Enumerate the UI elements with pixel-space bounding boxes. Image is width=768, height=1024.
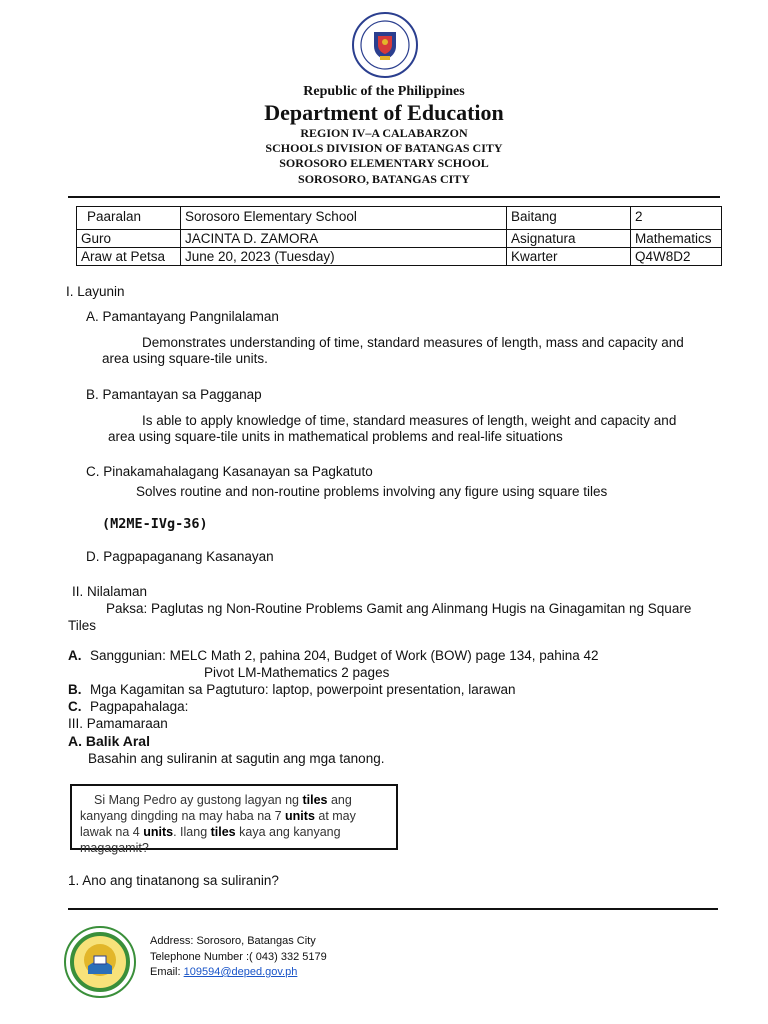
table-cell: JACINTA D. ZAMORA bbox=[181, 230, 507, 248]
story-text: ang kanyang dingding na may haba na 7 bbox=[80, 793, 352, 823]
footer-divider bbox=[68, 908, 718, 910]
table-cell: Baitang bbox=[507, 207, 631, 230]
footer-telephone: Telephone Number :( 043) 332 5179 bbox=[150, 951, 327, 963]
table-row bbox=[77, 230, 722, 248]
pamantayang-pangnilalaman-label: A. Pamantayang Pangnilalaman bbox=[86, 309, 279, 324]
paksa-line2: Tiles bbox=[68, 618, 97, 633]
story-text: Si Mang Pedro ay gustong lagyan ng bbox=[94, 793, 303, 807]
competency-code: (M2ME-IVg-36) bbox=[102, 516, 208, 532]
pagganap-text-line2: area using square-tile units in mathematical problems and real-life situations bbox=[108, 429, 563, 444]
list-mark-c: C. bbox=[68, 699, 82, 714]
table-cell: Guro bbox=[77, 230, 181, 248]
paksa-line1: Paksa: Paglutas ng Non-Routine Problems Gamit ang Alinmang Hugis na Ginagamitan ng Square bbox=[106, 601, 692, 616]
table-row bbox=[77, 248, 722, 266]
question-1: 1. Ano ang tinatanong sa suliranin? bbox=[68, 873, 279, 888]
pangnilalaman-text-line1: Demonstrates understanding of time, standard measures of length, mass and capacity and bbox=[142, 335, 684, 350]
info-table bbox=[76, 206, 722, 266]
table-row bbox=[77, 207, 722, 230]
school-logo bbox=[64, 926, 136, 998]
deped-seal-logo bbox=[352, 12, 418, 78]
table-cell: Asignatura bbox=[507, 230, 631, 248]
story-keyword: tiles bbox=[302, 793, 328, 807]
pangnilalaman-text-line2: area using square-tile units. bbox=[102, 351, 268, 366]
school-heading: SOROSORO ELEMENTARY SCHOOL bbox=[279, 156, 489, 170]
region-heading: REGION IV–A CALABARZON bbox=[300, 126, 468, 140]
balik-aral-instruction: Basahin ang suliranin at sagutin ang mga tanong. bbox=[88, 751, 385, 766]
story-text: kaya ang kanyang magagamit? bbox=[80, 825, 341, 855]
table-cell: Kwarter bbox=[507, 248, 631, 266]
republic-heading: Republic of the Philippines bbox=[303, 84, 465, 99]
story-text: at may lawak na 4 bbox=[80, 809, 356, 839]
kagamitan-text: Mga Kagamitan sa Pagtuturo: laptop, powerpoint presentation, larawan bbox=[90, 682, 516, 697]
word-problem-box bbox=[70, 784, 398, 855]
table-cell: June 20, 2023 (Tuesday) bbox=[181, 248, 507, 266]
pamantayan-pagganap-label: B. Pamantayan sa Pagganap bbox=[86, 387, 262, 402]
department-heading: Department of Education bbox=[264, 100, 504, 125]
division-heading: SCHOOLS DIVISION OF BATANGAS CITY bbox=[265, 141, 503, 155]
story-text: . Ilang bbox=[173, 825, 211, 839]
table-cell: Mathematics bbox=[631, 230, 722, 248]
story-keyword: tiles bbox=[210, 825, 236, 839]
footer-email-row bbox=[150, 966, 297, 978]
header-divider bbox=[68, 196, 720, 198]
section-layunin-title: I. Layunin bbox=[66, 284, 125, 299]
table-cell: 2 bbox=[631, 207, 722, 230]
sanggunian-text: Sanggunian: MELC Math 2, pahina 204, Budget of Work (BOW) page 134, pahina 42 bbox=[90, 648, 599, 663]
sanggunian-text-line2: Pivot LM-Mathematics 2 pages bbox=[204, 665, 390, 680]
footer-email-link[interactable]: 109594@deped.gov.ph bbox=[183, 966, 298, 978]
table-cell: Sorosoro Elementary School bbox=[181, 207, 507, 230]
list-mark-a: A. bbox=[68, 648, 82, 663]
section-pamamaraan-title: III. Pamamaraan bbox=[68, 716, 168, 731]
story-keyword: units bbox=[285, 809, 315, 823]
footer-address: Address: Sorosoro, Batangas City bbox=[150, 935, 316, 947]
footer-email-label: Email: bbox=[150, 966, 184, 978]
pagganap-text-line1: Is able to apply knowledge of time, standard measures of length, weight and capacity and bbox=[142, 413, 677, 428]
pagpapahalaga-text: Pagpapahalaga: bbox=[90, 699, 189, 714]
kasanayan-text: Solves routine and non-routine problems involving any figure using square tiles bbox=[136, 484, 608, 499]
table-cell: Paaralan bbox=[77, 207, 181, 230]
table-cell: Q4W8D2 bbox=[631, 248, 722, 266]
table-cell: Araw at Petsa bbox=[77, 248, 181, 266]
kasanayan-label: C. Pinakamahalagang Kasanayan sa Pagkatuto bbox=[86, 464, 373, 479]
balik-aral-title: A. Balik Aral bbox=[68, 733, 150, 749]
list-mark-b: B. bbox=[68, 682, 82, 697]
section-nilalaman-title: II. Nilalaman bbox=[72, 584, 148, 599]
address-heading: SOROSORO, BATANGAS CITY bbox=[298, 172, 470, 186]
story-keyword: units bbox=[143, 825, 174, 839]
pagpapaganang-kasanayan-label: D. Pagpapaganang Kasanayan bbox=[86, 549, 274, 564]
